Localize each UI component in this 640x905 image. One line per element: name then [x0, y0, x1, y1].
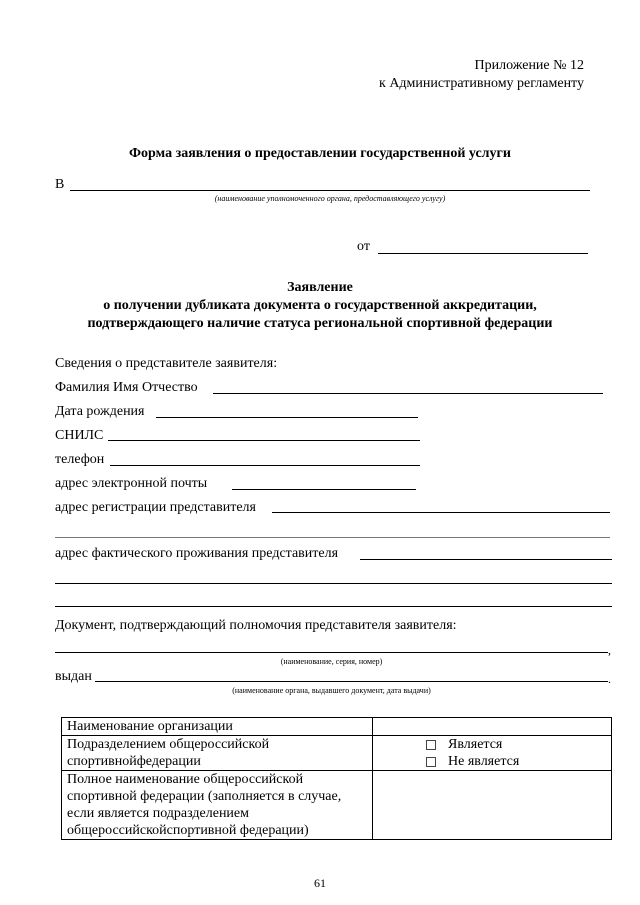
phone-field[interactable] — [110, 465, 420, 466]
option-yes[interactable] — [378, 736, 606, 753]
reg-address-field[interactable] — [272, 512, 610, 513]
org-name-label: Наименование организации — [62, 718, 373, 736]
reg-address-field-continuation[interactable] — [55, 537, 610, 538]
application-subtitle-line1: о получении дубликата документа о государственной аккредитации, — [103, 298, 537, 313]
table-row — [62, 771, 612, 840]
table-row — [62, 736, 612, 771]
federation-name-value-cell[interactable] — [373, 771, 612, 840]
authority-doc-label: Документ, подтверждающий полномочия представителя заявителя: — [55, 618, 457, 633]
appendix-reference: к Административному регламенту — [379, 76, 584, 91]
period-mark: . — [608, 672, 611, 686]
email-label: адрес электронной почты — [55, 476, 208, 491]
option-yes-label: Является — [448, 737, 503, 752]
subdivision-options-cell — [373, 736, 612, 771]
checkbox-icon[interactable] — [426, 757, 436, 767]
organization-table — [61, 717, 612, 840]
snils-field[interactable] — [108, 440, 420, 441]
form-title: Форма заявления о предоставлении государственной услуги — [129, 146, 511, 161]
recipient-field[interactable] — [70, 190, 590, 191]
option-no[interactable] — [378, 753, 606, 770]
recipient-caption: (наименование уполномоченного органа, предоставляющего услугу) — [214, 194, 446, 203]
checkbox-icon[interactable] — [426, 740, 436, 750]
from-field[interactable] — [378, 253, 588, 254]
email-field[interactable] — [232, 489, 416, 490]
fact-address-field[interactable] — [360, 559, 612, 560]
authority-doc-field[interactable] — [55, 652, 608, 653]
application-subtitle-line2: подтверждающего наличие статуса региональной спортивной федерации — [87, 316, 553, 331]
authority-doc-caption: (наименование, серия, номер) — [280, 657, 383, 666]
issued-field[interactable] — [95, 681, 608, 682]
to-prefix: В — [55, 177, 65, 192]
option-no-label: Не является — [448, 754, 520, 769]
fact-address-label: адрес фактического проживания представителя — [55, 546, 339, 561]
comma-mark: , — [608, 643, 611, 657]
phone-label: телефон — [55, 452, 105, 467]
page-number: 61 — [314, 876, 326, 890]
subdivision-label: Подразделением общероссийской спортивнойфедерации — [62, 736, 373, 771]
table-row — [62, 718, 612, 736]
federation-name-label: Полное наименование общероссийской спортивной федерации (заполняется в случае, если является подразделением общероссийскойспортивной федерации) — [62, 771, 373, 840]
appendix-number: Приложение № 12 — [474, 58, 584, 73]
issued-caption: (наименование органа, выдавшего документ, дата выдачи) — [232, 686, 431, 695]
application-title: Заявление — [287, 280, 353, 295]
issued-label: выдан — [55, 669, 92, 684]
reg-address-label: адрес регистрации представителя — [55, 500, 256, 515]
birth-date-field[interactable] — [156, 417, 418, 418]
from-prefix: от — [357, 239, 370, 254]
org-name-value-cell[interactable] — [373, 718, 612, 736]
fio-label: Фамилия Имя Отчество — [55, 380, 198, 395]
fact-address-field-continuation-2[interactable] — [55, 606, 612, 607]
fio-field[interactable] — [213, 393, 603, 394]
birth-date-label: Дата рождения — [55, 404, 145, 419]
representative-heading: Сведения о представителе заявителя: — [55, 356, 278, 371]
fact-address-field-continuation-1[interactable] — [55, 583, 612, 584]
snils-label: СНИЛС — [55, 428, 104, 443]
